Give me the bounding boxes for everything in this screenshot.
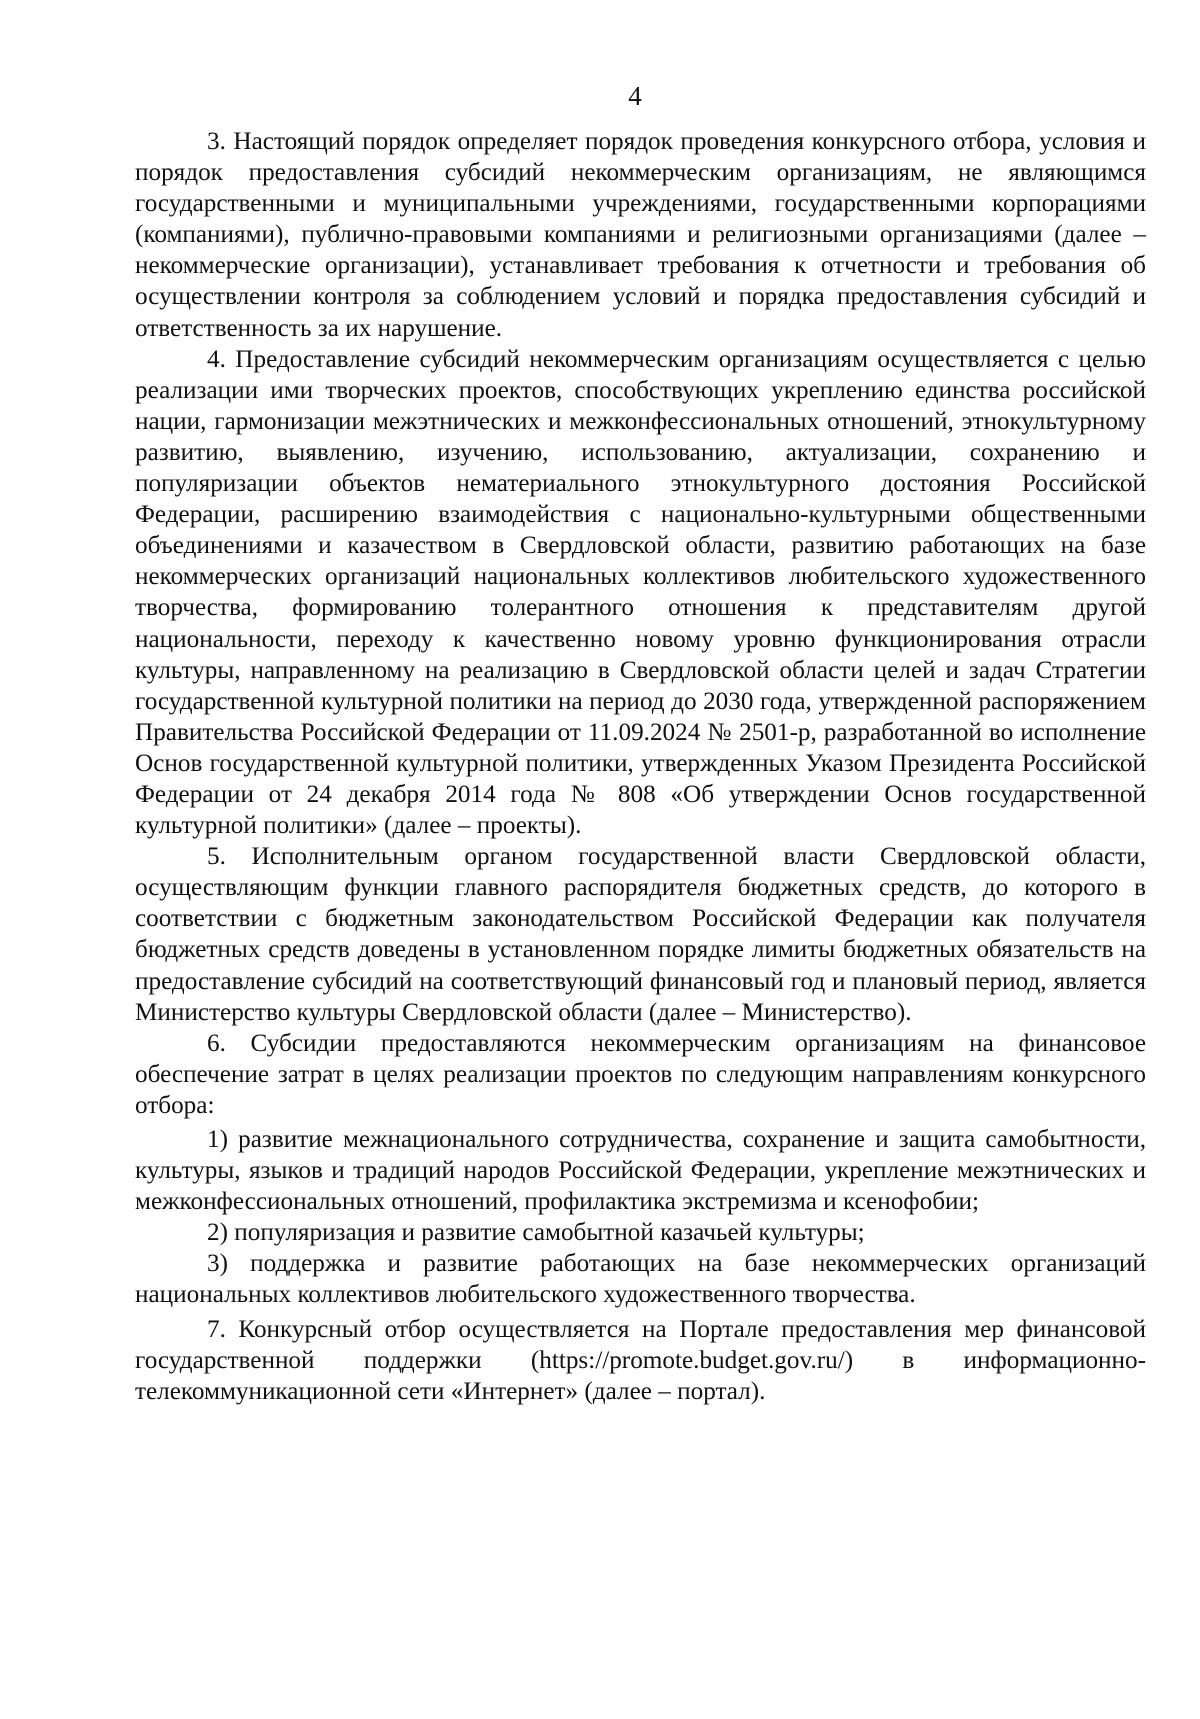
paragraph-6-item-1: 1) развитие межнационального сотрудничества, сохранение и защита самобытности, культуры, языков и традиций народов Российской Федерации, укрепление межэтнических и межконфессиональных отношений, профилактика экстремизма и ксенофобии; xyxy=(135,1126,1146,1216)
paragraph-6: 6. Субсидии предоставляются некоммерческим организациям на финансовое обеспечение затрат в целях реализации проектов по следующим направлениям конкурсного отбора: xyxy=(135,1029,1146,1119)
paragraph-7: 7. Конкурсный отбор осуществляется на Портале предоставления мер финансовой государственной поддержки (https://promote.budget.gov.ru/) в информационно-телекоммуникационной сети «Интернет» (далее – портал). xyxy=(135,1315,1146,1405)
paragraph-6-item-2: 2) популяризация и развитие самобытной казачьей культуры; xyxy=(207,1219,865,1247)
paragraph-5: 5. Исполнительным органом государственной власти Свердловской области, осуществляющим функции главного распорядителя бюджетных средств, до которого в соответствии с бюджетным законодательством Российской Федерации как получателя бюджетных средств доведены в установленном порядке лимиты бюджетных обязательств на предоставление субсидий на соответствующий финансовый год и плановый период, является Министерство культуры Свердловской области (далее – Министерство). xyxy=(135,843,1146,1026)
paragraph-4: 4. Предоставление субсидий некоммерческим организациям осуществляется с целью реализации ими творческих проектов, способствующих укреплению единства российской нации, гармонизации межэтнических и межконфессиональных отношений, этнокультурному развитию, выявлению, изучению, использованию, актуализации, сохранению и популяризации объектов нематериального этнокультурного достояния Российской Федерации, расширению взаимодействия с национально-культурными общественными объединениями и казачеством в Свердловской области, развитию работающих на базе некоммерческих организаций национальных коллективов любительского художественного творчества, формированию толерантного отношения к представителям другой национальности, переходу к качественно новому уровню функционирования отрасли культуры, направленному на реализацию в Свердловской области целей и задач Стратегии государственной культурной политики на период до 2030 года, утвержденной распоряжением Правительства Российской Федерации от 11.09.2024 № 2501-р, разработанной во исполнение Основ государственной культурной политики, утвержденных Указом Президента Российской Федерации от 24 декабря 2014 года № 808 «Об утверждении Основ государственной культурной политики» (далее – проекты). xyxy=(135,345,1146,840)
paragraph-3: 3. Настоящий порядок определяет порядок проведения конкурсного отбора, условия и порядок предоставления субсидий некоммерческим организациям, не являющимся государственными и муниципальными учреждениями, государственными корпорациями (компаниями), публично-правовыми компаниями и религиозными организациями (далее – некоммерческие организации), устанавливает требования к отчетности и требования об осуществлении контроля за соблюдением условий и порядка предоставления субсидий и ответственность за их нарушение. xyxy=(135,128,1146,342)
page-number: 4 xyxy=(628,81,642,111)
paragraph-6-item-3: 3) поддержка и развитие работающих на базе некоммерческих организаций национальных коллективов любительского художественного творчества. xyxy=(135,1250,1146,1309)
document-body xyxy=(135,126,1146,1407)
